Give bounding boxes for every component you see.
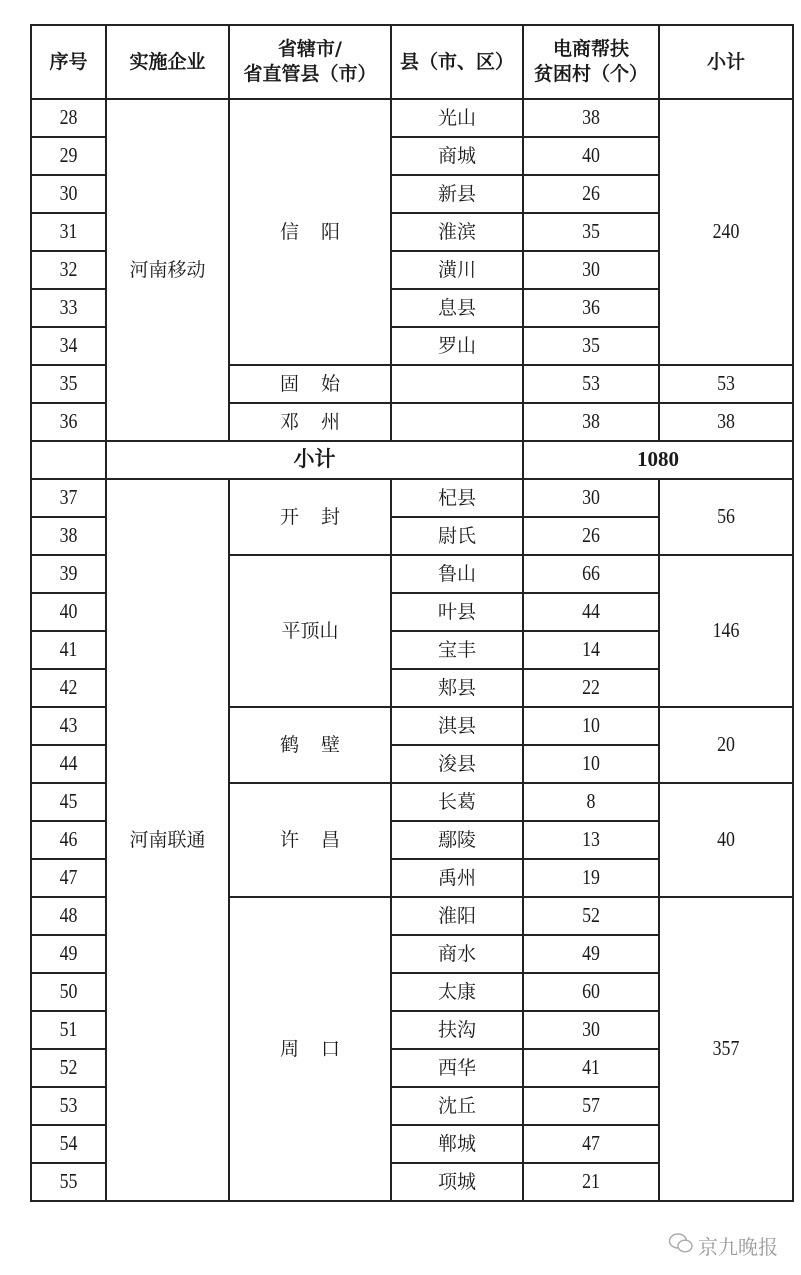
subtotal-cell: 240 — [669, 99, 783, 365]
seq-cell: 37 — [37, 479, 101, 517]
city-cell: 邓州 — [229, 403, 391, 441]
county-cell: 潢川 — [391, 251, 523, 289]
seq-cell: 28 — [37, 99, 101, 137]
seq-cell: 38 — [37, 517, 101, 555]
county-cell: 淮阳 — [391, 897, 523, 935]
seq-cell: 51 — [37, 1011, 101, 1049]
subtotal-cell: 20 — [669, 707, 783, 783]
city-cell: 固始 — [229, 365, 391, 403]
county-cell: 杞县 — [391, 479, 523, 517]
villages-cell: 47 — [533, 1125, 649, 1163]
seq-cell: 36 — [37, 403, 101, 441]
villages-cell: 26 — [533, 517, 649, 555]
city-cell: 周口 — [229, 897, 391, 1201]
group-total-label: 小计 — [106, 441, 523, 479]
villages-cell: 44 — [533, 593, 649, 631]
county-cell: 长葛 — [391, 783, 523, 821]
villages-cell: 10 — [533, 707, 649, 745]
county-cell: 商城 — [391, 137, 523, 175]
villages-cell: 53 — [533, 365, 649, 403]
villages-cell: 40 — [533, 137, 649, 175]
wechat-icon — [668, 1232, 694, 1259]
county-cell: 淮滨 — [391, 213, 523, 251]
seq-cell: 43 — [37, 707, 101, 745]
villages-cell: 38 — [533, 403, 649, 441]
county-cell: 郏县 — [391, 669, 523, 707]
county-cell: 浚县 — [391, 745, 523, 783]
subtotal-cell: 38 — [669, 403, 783, 441]
table-row — [31, 99, 793, 137]
seq-cell: 31 — [37, 213, 101, 251]
county-cell: 淇县 — [391, 707, 523, 745]
county-cell: 项城 — [391, 1163, 523, 1201]
county-cell — [391, 365, 523, 403]
seq-cell: 55 — [37, 1163, 101, 1201]
villages-cell: 52 — [533, 897, 649, 935]
header-city — [229, 25, 391, 99]
seq-cell: 40 — [37, 593, 101, 631]
header-row — [31, 25, 793, 99]
table-body — [31, 99, 793, 1201]
seq-cell: 29 — [37, 137, 101, 175]
villages-table — [30, 24, 794, 1202]
header-villages — [523, 25, 659, 99]
watermark — [668, 1231, 778, 1260]
county-cell: 鄢陵 — [391, 821, 523, 859]
company-cell: 河南移动 — [106, 99, 229, 441]
seq-cell: 48 — [37, 897, 101, 935]
header-villages-line1: 电商帮扶 — [552, 38, 629, 61]
city-cell: 开封 — [229, 479, 391, 555]
seq-cell: 33 — [37, 289, 101, 327]
seq-cell: 45 — [37, 783, 101, 821]
villages-cell: 38 — [533, 99, 649, 137]
county-cell: 西华 — [391, 1049, 523, 1087]
city-cell: 平顶山 — [229, 555, 391, 707]
subtotal-cell: 357 — [669, 897, 783, 1201]
seq-cell: 32 — [37, 251, 101, 289]
county-cell: 禹州 — [391, 859, 523, 897]
seq-cell: 35 — [37, 365, 101, 403]
villages-cell: 22 — [533, 669, 649, 707]
county-cell: 鲁山 — [391, 555, 523, 593]
county-cell: 扶沟 — [391, 1011, 523, 1049]
villages-cell: 66 — [533, 555, 649, 593]
seq-cell: 52 — [37, 1049, 101, 1087]
county-cell: 尉氏 — [391, 517, 523, 555]
subtotal-cell: 40 — [669, 783, 783, 897]
watermark-text: 京九晚报 — [698, 1235, 778, 1259]
seq-cell: 44 — [37, 745, 101, 783]
county-cell: 光山 — [391, 99, 523, 137]
county-cell: 罗山 — [391, 327, 523, 365]
header-company: 实施企业 — [106, 25, 229, 99]
seq-cell: 46 — [37, 821, 101, 859]
villages-cell: 21 — [533, 1163, 649, 1201]
seq-cell: 39 — [37, 555, 101, 593]
group-total-row — [31, 441, 793, 479]
villages-cell: 8 — [533, 783, 649, 821]
villages-cell: 35 — [533, 327, 649, 365]
seq-cell: 50 — [37, 973, 101, 1011]
header-villages-line2: 贫困村（个） — [533, 63, 648, 85]
villages-cell: 10 — [533, 745, 649, 783]
city-cell: 鹤壁 — [229, 707, 391, 783]
company-cell: 河南联通 — [106, 479, 229, 1201]
villages-cell: 30 — [533, 251, 649, 289]
county-cell: 叶县 — [391, 593, 523, 631]
county-cell: 宝丰 — [391, 631, 523, 669]
villages-cell: 49 — [533, 935, 649, 973]
seq-cell: 30 — [37, 175, 101, 213]
city-cell: 许昌 — [229, 783, 391, 897]
subtotal-cell: 53 — [669, 365, 783, 403]
seq-cell: 42 — [37, 669, 101, 707]
header-county: 县（市、区） — [391, 25, 523, 99]
table-row — [31, 479, 793, 517]
seq-cell-empty — [31, 441, 106, 479]
villages-cell: 26 — [533, 175, 649, 213]
seq-cell: 41 — [37, 631, 101, 669]
villages-cell: 13 — [533, 821, 649, 859]
header-subtotal: 小计 — [659, 25, 793, 99]
villages-cell: 14 — [533, 631, 649, 669]
header-city-line1: 省辖市/ — [278, 38, 342, 61]
county-cell: 新县 — [391, 175, 523, 213]
county-cell — [391, 403, 523, 441]
villages-cell: 35 — [533, 213, 649, 251]
subtotal-cell: 56 — [669, 479, 783, 555]
seq-cell: 54 — [37, 1125, 101, 1163]
villages-cell: 30 — [533, 479, 649, 517]
seq-cell: 34 — [37, 327, 101, 365]
villages-cell: 30 — [533, 1011, 649, 1049]
header-seq: 序号 — [31, 25, 106, 99]
villages-cell: 36 — [533, 289, 649, 327]
county-cell: 沈丘 — [391, 1087, 523, 1125]
county-cell: 太康 — [391, 973, 523, 1011]
villages-cell: 57 — [533, 1087, 649, 1125]
group-total-value: 1080 — [523, 441, 793, 479]
subtotal-cell: 146 — [669, 555, 783, 707]
header-city-line2: 省直管县（市） — [243, 63, 377, 85]
county-cell: 息县 — [391, 289, 523, 327]
seq-cell: 49 — [37, 935, 101, 973]
seq-cell: 53 — [37, 1087, 101, 1125]
city-cell: 信阳 — [229, 99, 391, 365]
villages-cell: 60 — [533, 973, 649, 1011]
county-cell: 郸城 — [391, 1125, 523, 1163]
county-cell: 商水 — [391, 935, 523, 973]
villages-cell: 41 — [533, 1049, 649, 1087]
villages-cell: 19 — [533, 859, 649, 897]
seq-cell: 47 — [37, 859, 101, 897]
